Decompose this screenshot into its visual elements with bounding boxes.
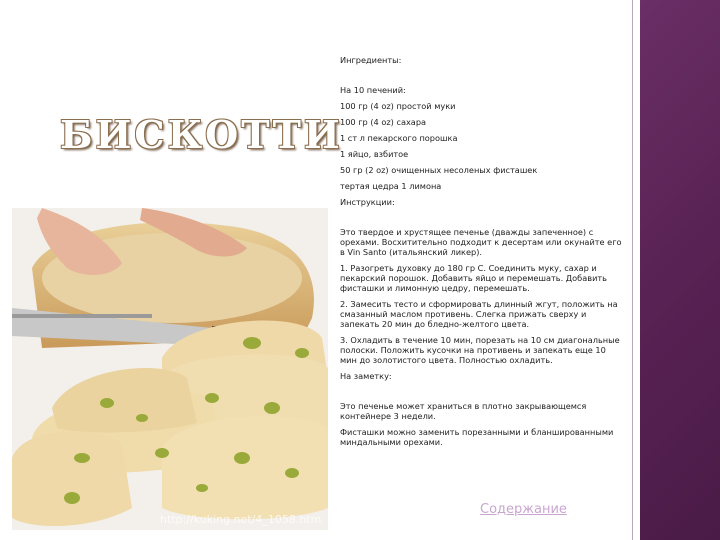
biscotti-illustration bbox=[12, 208, 328, 530]
ingredient-item: 1 ст л пекарского порошка bbox=[340, 133, 458, 143]
note-heading: На заметку: bbox=[340, 371, 392, 381]
ingredient-item: 50 гр (2 oz) очищенных несоленых фисташек bbox=[340, 165, 538, 175]
contents-link[interactable]: Содержание bbox=[480, 502, 567, 517]
ingredient-item: 100 гр (4 oz) сахара bbox=[340, 117, 427, 127]
ingredients-heading: Ингредиенты: bbox=[340, 55, 402, 65]
recipe-step: 2. Замесить тесто и сформировать длинный жгут, положить на смазанный маслом противень. Слегка прижать сверху и запекать 20 мин до бледно-желтого цвета. bbox=[340, 299, 618, 329]
ingredient-item: 100 гр (4 oz) простой муки bbox=[340, 101, 456, 111]
recipe-step: 1. Разогреть духовку до 180 гр С. Соединить муку, сахар и пекарский порошок. Добавить яйцо и перемешать. Добавить фисташки и лимонную цедру, перемешать. bbox=[340, 263, 607, 293]
instructions-heading: Инструкции: bbox=[340, 197, 395, 207]
photo-watermark: http://kuking.net/4_1058.htm bbox=[160, 513, 322, 526]
decorative-sidebar bbox=[640, 0, 720, 540]
biscotti-photo bbox=[12, 208, 328, 530]
ingredient-item: тертая цедра 1 лимона bbox=[340, 181, 442, 191]
slide-title: БИСКОТТИ bbox=[60, 112, 343, 157]
recipe-step: 3. Охладить в течение 10 мин, порезать на 10 см диагональные полоски. Положить кусочки на противень и запекать еще 10 мин до золотистого цвета. Полностью охладить. bbox=[340, 335, 620, 365]
recipe-description: Это твердое и хрустящее печенье (дважды запеченное) с орехами. Восхитительно подходит к десертам или окунайте его в Vin Santo (итальянский ликер). bbox=[340, 227, 622, 257]
recipe-note: Фисташки можно заменить порезанными и бланшированными миндальными орехами. bbox=[340, 427, 614, 447]
ingredient-item: 1 яйцо, взбитое bbox=[340, 149, 409, 159]
recipe-note: Это печенье может храниться в плотно закрывающемся контейнере 3 недели. bbox=[340, 401, 587, 421]
servings-line: На 10 печений: bbox=[340, 85, 406, 95]
recipe-text bbox=[340, 55, 625, 447]
sidebar-divider bbox=[632, 0, 633, 540]
